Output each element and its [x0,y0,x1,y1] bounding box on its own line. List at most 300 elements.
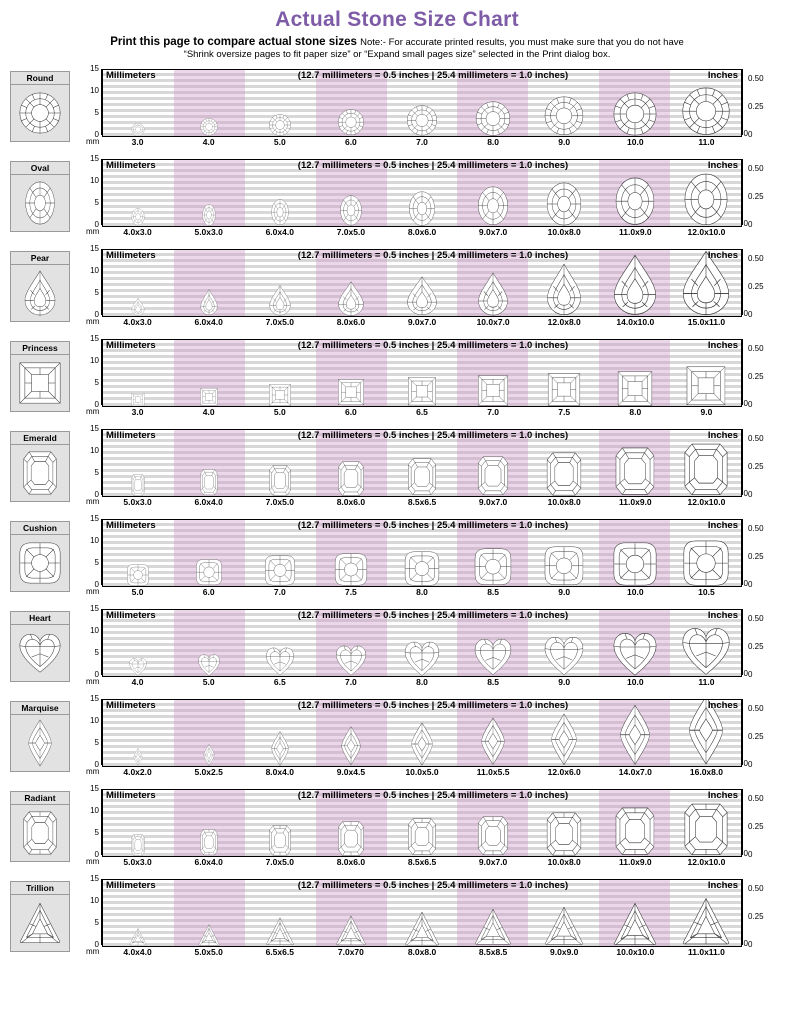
stone-8.0 [404,641,439,676]
stone-swatch-cushion [10,521,70,592]
stone-size-plot [76,787,790,871]
stone-7.0 [265,555,296,586]
stone-4.0 [201,388,219,406]
size-labels [102,227,742,241]
mm-tick: 10 [90,177,99,185]
inch-zero-label: 0 [744,849,748,858]
stone-8.0x4.0 [271,731,289,766]
size-label: 11.0x9.0 [619,497,652,507]
size-label: 4.0x4.0 [123,947,151,957]
inch-tick: 0 [748,851,752,859]
size-label: 10.0 [627,137,644,147]
mm-tick: 5 [95,289,99,297]
inch-tick: 0.50 [748,705,764,713]
stone-7.0x5.0 [269,465,291,496]
inch-tick: 0 [748,581,752,589]
pear-shape-icon [10,265,70,322]
size-label: 15.0x11.0 [688,317,725,327]
stone-name-label: Round [10,71,70,85]
stone-11.0x9.0 [615,447,655,495]
stone-8.0 [404,551,439,586]
stone-5.0x5.0 [198,924,220,946]
stone-10.0 [613,542,657,586]
stone-10.0x8.0 [546,812,581,856]
conversion-note: (12.7 millimeters = 0.5 inches | 25.4 millimeters = 1.0 inches) [76,250,790,261]
inch-zero-label: 0 [744,399,748,408]
conversion-note: (12.7 millimeters = 0.5 inches | 25.4 millimeters = 1.0 inches) [76,340,790,351]
mm-tick: 0 [95,581,99,589]
size-label: 8.0x6.0 [408,227,436,237]
stone-4.0x2.0 [134,748,143,766]
stone-4.0 [201,118,219,136]
stone-5.0x3.0 [132,834,145,856]
mm-tick: 0 [95,401,99,409]
size-label: 7.5 [345,587,357,597]
stone-name-label: Emerald [10,431,70,445]
mm-unit-tag: mm [86,767,99,776]
stone-6.0x4.0 [201,469,219,495]
size-label: 12.0x6.0 [548,767,581,777]
size-label: 8.0x6.0 [337,497,365,507]
stone-6.0 [338,379,364,405]
stone-row-pear [4,247,794,336]
inch-tick: 0.50 [748,255,764,263]
size-label: 6.5x6.5 [266,947,294,957]
stone-size-plot [76,877,790,961]
size-label: 5.0x2.5 [194,767,222,777]
stone-6.0x4.0 [201,829,219,855]
stone-6.0 [338,109,364,135]
size-label: 8.5x6.5 [408,857,436,867]
stone-9.0 [544,636,584,676]
subtitle-note: Note:- For accurate printed results, you must make sure that you do not have [360,37,684,48]
size-label: 8.0x6.0 [337,317,365,327]
inch-axis-title: Inches [708,70,738,81]
mm-tick: 0 [95,311,99,319]
mm-tick: 15 [90,695,99,703]
stone-swatch-heart [10,611,70,682]
size-label: 8.0 [416,587,428,597]
inch-tick: 0.50 [748,435,764,443]
stone-11.0x9.0 [615,177,655,225]
size-labels [102,677,742,691]
stone-10.0 [613,92,657,136]
inch-tick: 0.50 [748,615,764,623]
size-label: 10.0x5.0 [405,767,438,777]
stone-8.0x6.0 [338,821,364,856]
size-label: 9.0 [701,407,713,417]
stone-name-label: Trillion [10,881,70,895]
size-label: 16.0x8.0 [690,767,723,777]
size-label: 10.0x8.0 [548,497,581,507]
size-label: 6.0 [345,407,357,417]
conversion-note: (12.7 millimeters = 0.5 inches | 25.4 millimeters = 1.0 inches) [76,880,790,891]
mm-axis-title: Millimeters [106,610,156,621]
mm-tick: 10 [90,267,99,275]
mm-tick: 15 [90,335,99,343]
stone-swatch-oval [10,161,70,232]
size-label: 4.0 [203,407,215,417]
stone-row-cushion [4,517,794,606]
size-label: 4.0x3.0 [123,227,151,237]
size-label: 7.0x5.0 [266,857,294,867]
stone-6.0 [196,559,222,585]
size-label: 10.0 [627,587,644,597]
mm-unit-tag: mm [86,227,99,236]
stone-5.0x2.5 [204,744,215,766]
mm-tick: 15 [90,515,99,523]
mm-tick: 10 [90,87,99,95]
stone-row-heart [4,607,794,696]
size-label: 4.0 [132,677,144,687]
stone-row-trillion [4,877,794,966]
mm-unit-tag: mm [86,317,99,326]
inch-tick: 0.25 [748,283,764,291]
size-label: 6.0x4.0 [194,857,222,867]
stone-row-marquise [4,697,794,786]
stone-6.5 [266,647,295,676]
inch-tick: 0.25 [748,373,764,381]
stone-9.0x7.0 [407,276,438,316]
stone-name-label: Radiant [10,791,70,805]
mm-tick: 15 [90,65,99,73]
stone-10.0x7.0 [477,272,508,316]
stone-8.5x6.5 [408,458,437,495]
size-label: 4.0x3.0 [123,317,151,327]
size-label: 7.5 [558,407,570,417]
inch-tick: 0 [748,221,752,229]
stone-7.0 [336,645,367,676]
mm-tick: 0 [95,851,99,859]
stone-row-oval [4,157,794,246]
emerald-shape-icon [10,445,70,502]
size-label: 7.0x5.0 [266,497,294,507]
inch-axis-title: Inches [708,880,738,891]
mm-tick: 15 [90,245,99,253]
stone-4.0x4.0 [130,928,148,946]
size-label: 4.0 [203,137,215,147]
size-label: 10.0x7.0 [477,317,510,327]
stone-size-plot [76,157,790,241]
size-label: 8.0x6.0 [337,857,365,867]
mm-tick: 5 [95,469,99,477]
inch-tick: 0 [748,761,752,769]
stone-11.0x11.0 [681,897,729,945]
inch-tick: 0.50 [748,345,764,353]
conversion-note: (12.7 millimeters = 0.5 inches | 25.4 millimeters = 1.0 inches) [76,790,790,801]
stone-11.0x5.5 [481,717,505,765]
inch-tick: 0.25 [748,103,764,111]
mm-tick: 10 [90,717,99,725]
stone-12.0x10.0 [684,443,728,496]
inch-axis-title: Inches [708,340,738,351]
mm-axis-title: Millimeters [106,160,156,171]
inch-axis-title: Inches [708,160,738,171]
size-labels [102,137,742,151]
size-label: 5.0 [203,677,215,687]
inch-zero-label: 0 [744,669,748,678]
size-label: 6.5 [274,677,286,687]
stone-row-emerald [4,427,794,516]
mm-tick: 15 [90,605,99,613]
inch-tick: 0.25 [748,733,764,741]
mm-unit-tag: mm [86,137,99,146]
stone-10.0x8.0 [546,452,581,496]
conversion-note: (12.7 millimeters = 0.5 inches | 25.4 millimeters = 1.0 inches) [76,430,790,441]
inch-zero-label: 0 [744,939,748,948]
stone-10.0x10.0 [613,902,657,946]
stone-7.5 [547,373,580,406]
mm-tick: 0 [95,221,99,229]
inch-zero-label: 0 [744,129,748,138]
size-label: 10.0x8.0 [548,857,581,867]
stone-size-plot [76,67,790,151]
stone-6.5 [408,377,437,406]
stone-swatch-pear [10,251,70,322]
size-label: 8.5x8.5 [479,947,507,957]
inch-tick: 0.25 [748,553,764,561]
size-label: 11.0x11.0 [688,947,725,957]
size-label: 8.0 [416,677,428,687]
stone-11.0x9.0 [615,807,655,855]
stone-size-plot [76,607,790,691]
mm-tick: 5 [95,109,99,117]
stone-5.0 [269,384,291,406]
size-label: 12.0x10.0 [688,227,726,237]
mm-axis-title: Millimeters [106,790,156,801]
size-label: 5.0 [274,407,286,417]
mm-tick: 0 [95,131,99,139]
stone-8.0x6.0 [338,461,364,496]
size-label: 8.5x6.5 [408,497,436,507]
stone-5.0 [269,114,291,136]
stone-size-plot [76,427,790,511]
size-label: 14.0x7.0 [619,767,652,777]
stone-name-label: Cushion [10,521,70,535]
stone-size-plot [76,697,790,781]
size-label: 11.0x9.0 [619,227,652,237]
stone-8.0x8.0 [404,911,439,946]
stone-row-princess [4,337,794,426]
mm-axis-title: Millimeters [106,520,156,531]
stone-swatch-round [10,71,70,142]
mm-tick: 5 [95,829,99,837]
mm-tick: 15 [90,425,99,433]
stone-7.0x70 [336,915,367,946]
size-label: 9.0x7.0 [479,857,507,867]
inch-tick: 0 [748,311,752,319]
stone-row-radiant [4,787,794,876]
stone-size-plot [76,517,790,601]
size-labels [102,407,742,421]
size-label: 11.0 [698,137,714,147]
size-label: 8.0x4.0 [266,767,294,777]
stone-12.0x6.0 [551,713,577,766]
stone-12.0x10.0 [684,803,728,856]
size-label: 7.0x5.0 [266,317,294,327]
stone-3.0 [132,123,145,136]
stone-10.5 [682,540,728,586]
mm-unit-tag: mm [86,857,99,866]
size-label: 6.0x4.0 [194,317,222,327]
size-label: 4.0x2.0 [123,767,151,777]
stone-swatch-emerald [10,431,70,502]
size-label: 9.0x7.0 [479,497,507,507]
mm-unit-tag: mm [86,947,99,956]
inch-axis-title: Inches [708,610,738,621]
size-label: 7.0 [416,137,428,147]
mm-tick: 10 [90,357,99,365]
radiant-shape-icon [10,805,70,862]
stone-9.0 [686,366,726,406]
inch-zero-label: 0 [744,219,748,228]
size-label: 8.5 [487,587,499,597]
size-label: 12.0x8.0 [548,317,581,327]
round-shape-icon [10,85,70,142]
stone-8.5 [474,638,511,675]
mm-axis-title: Millimeters [106,430,156,441]
size-label: 11.0 [698,677,714,687]
stone-7.5 [335,553,368,586]
size-label: 10.5 [698,587,715,597]
heart-shape-icon [10,625,70,682]
stone-chart-rows [0,67,794,966]
mm-axis-title: Millimeters [106,700,156,711]
stone-swatch-trillion [10,881,70,952]
stone-5.0 [198,654,220,676]
size-label: 11.0x9.0 [619,857,652,867]
mm-tick: 5 [95,739,99,747]
stone-7.0 [407,105,438,136]
mm-tick: 0 [95,941,99,949]
mm-axis-title: Millimeters [106,880,156,891]
inch-tick: 0.25 [748,643,764,651]
size-labels [102,857,742,871]
stone-10.0 [613,632,657,676]
stone-4.0 [130,658,148,676]
conversion-note: (12.7 millimeters = 0.5 inches | 25.4 millimeters = 1.0 inches) [76,520,790,531]
stone-8.0x6.0 [409,191,435,226]
size-labels [102,317,742,331]
size-label: 5.0x3.0 [123,497,151,507]
inch-tick: 0 [748,491,752,499]
size-label: 8.0 [629,407,641,417]
inch-tick: 0.50 [748,885,764,893]
size-label: 3.0 [132,137,144,147]
size-label: 7.0 [487,407,499,417]
stone-12.0x10.0 [684,173,728,226]
stone-12.0x8.0 [546,263,581,316]
stone-6.0x4.0 [201,289,219,315]
stone-name-label: Marquise [10,701,70,715]
page-subtitle [0,36,794,48]
size-label: 9.0 [558,137,570,147]
size-label: 8.0 [487,137,499,147]
inch-axis-title: Inches [708,700,738,711]
size-label: 12.0x10.0 [688,497,726,507]
stone-8.0x6.0 [338,281,364,316]
stone-5.0x3.0 [203,204,216,226]
size-label: 9.0 [558,677,570,687]
inch-tick: 0.50 [748,525,764,533]
size-label: 11.0x5.5 [477,767,510,777]
inch-zero-label: 0 [744,759,748,768]
mm-tick: 15 [90,875,99,883]
stone-name-label: Pear [10,251,70,265]
size-label: 7.0x5.0 [337,227,365,237]
inch-tick: 0 [748,671,752,679]
stone-8.0 [617,371,652,406]
size-label: 5.0x5.0 [194,947,222,957]
mm-tick: 5 [95,379,99,387]
stone-9.0x7.0 [477,456,508,496]
size-label: 8.0x8.0 [408,947,436,957]
stone-9.0x4.5 [341,726,361,766]
mm-axis-title: Millimeters [106,250,156,261]
size-label: 12.0x10.0 [688,857,726,867]
size-label: 3.0 [132,407,144,417]
size-label: 9.0 [558,587,570,597]
stone-10.0x5.0 [411,722,433,766]
stone-swatch-radiant [10,791,70,862]
stone-6.5x6.5 [266,917,295,946]
inch-tick: 0 [748,401,752,409]
size-labels [102,947,742,961]
mm-tick: 10 [90,807,99,815]
stone-5.0 [127,564,149,586]
stone-9.0x7.0 [477,186,508,226]
stone-name-label: Heart [10,611,70,625]
stone-14.0x10.0 [613,254,657,316]
stone-5.0x3.0 [132,474,145,496]
inch-tick: 0 [748,131,752,139]
stone-6.0x4.0 [271,199,289,225]
size-label: 6.0x4.0 [194,497,222,507]
inch-tick: 0 [748,941,752,949]
stone-10.0x8.0 [546,182,581,226]
size-label: 6.0x4.0 [266,227,294,237]
inch-tick: 0.25 [748,193,764,201]
stone-4.0x3.0 [132,298,145,316]
oval-shape-icon [10,175,70,232]
stone-8.5x6.5 [408,818,437,855]
inch-axis-title: Inches [708,430,738,441]
mm-axis-title: Millimeters [106,70,156,81]
stone-4.0x3.0 [132,208,145,226]
inch-tick: 0.50 [748,75,764,83]
stone-row-round [4,67,794,156]
size-labels [102,767,742,781]
conversion-note: (12.7 millimeters = 0.5 inches | 25.4 millimeters = 1.0 inches) [76,700,790,711]
mm-tick: 15 [90,785,99,793]
inch-tick: 0.25 [748,913,764,921]
stone-name-label: Princess [10,341,70,355]
size-label: 9.0x9.0 [550,947,578,957]
mm-tick: 10 [90,447,99,455]
size-label: 5.0 [274,137,286,147]
size-label: 10.0x8.0 [548,227,581,237]
size-label: 5.0x3.0 [194,227,222,237]
stone-7.0x5.0 [269,825,291,856]
print-note: “Shrink oversize pages to fit paper size” or “Expand small pages size” selected in the Print dialog box. [0,49,794,61]
size-labels [102,587,742,601]
inch-axis-title: Inches [708,250,738,261]
size-label: 10.0 [627,677,644,687]
size-label: 7.0 [345,677,357,687]
stone-9.0 [544,96,584,136]
stone-14.0x7.0 [619,704,650,766]
inch-zero-label: 0 [744,579,748,588]
